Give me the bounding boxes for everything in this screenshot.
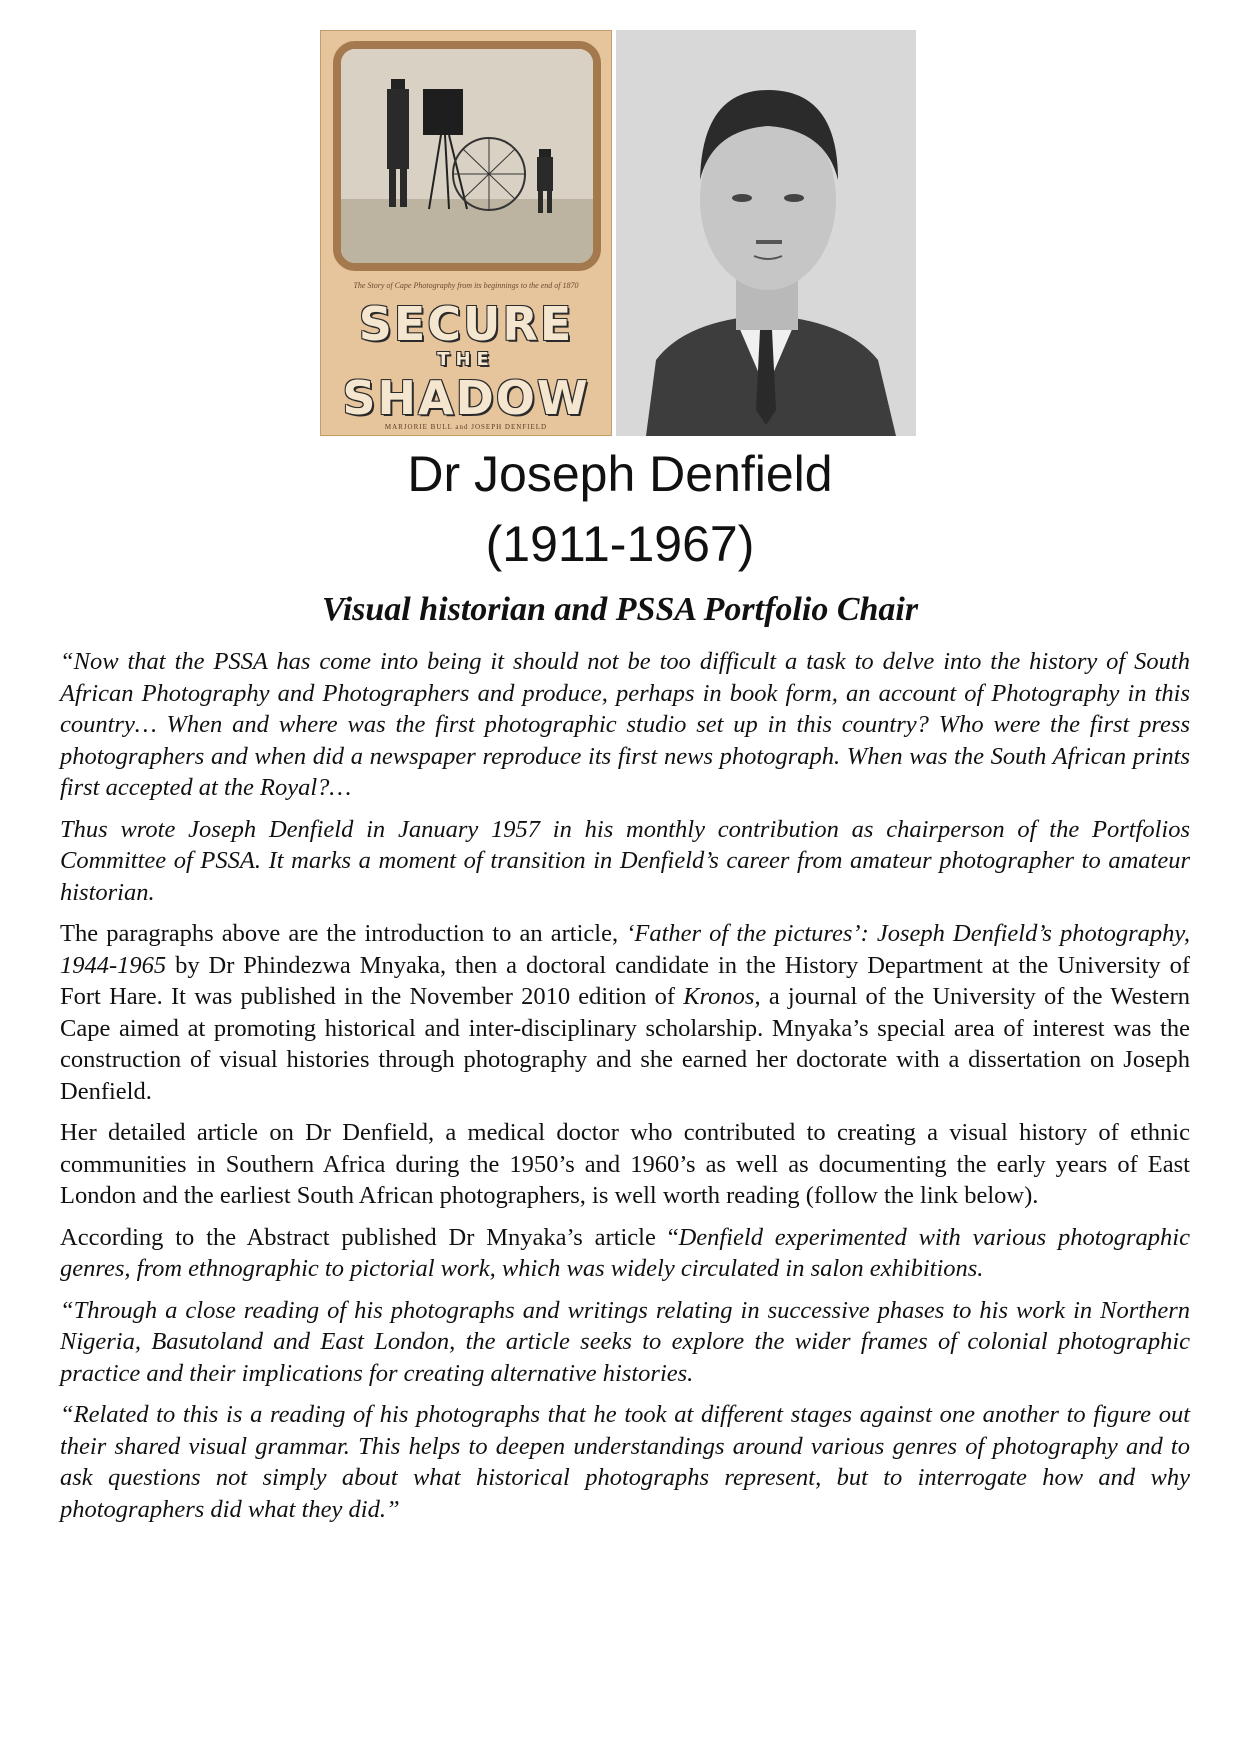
portrait-illustration — [616, 30, 916, 436]
book-title-line-3: SHADOW — [342, 371, 590, 425]
paragraph-quote-1: “Now that the PSSA has come into being it should not be too difficult a task to delve into the history of South African Photography and Photographers and produce, perhaps in book form, an account of Photography in this country… When and where was the first photographic studio set up in this country? Who were the first press photographers and when did a newspaper reproduce its first news photograph. When was the South African prints first accepted at the Royal?… — [60, 648, 1190, 801]
life-dates: (1911-1967) — [485, 516, 755, 572]
paragraph-3-text-c: by Dr Phindezwa Mnyaka, then a doctoral candidate in the History Department at the University of Fort Hare. It was published in the November 2010 edition of — [60, 951, 1190, 1010]
paragraph-3-text-e: , a journal of the University of the Western Cape aimed at promoting historical and inter-disciplinary scholarship. Mnyaka’s special area of interest was the construction of visual histories through photography and she earned her doctorate with a dissertation on Joseph Denfield. — [60, 983, 1190, 1105]
paragraph-5-text-a: According to the Abstract published Dr Mnyaka’s article “ — [60, 1223, 679, 1251]
portrait-photo — [616, 30, 916, 436]
page-title: Dr Joseph Denfield — [407, 446, 833, 502]
article-body — [60, 646, 1190, 1535]
book-cover-photo — [333, 41, 601, 271]
paragraph-2: Thus wrote Joseph Denfield in January 1957 in his monthly contribution as chairperson of the Portfolios Committee of PSSA. It marks a moment of transition in Denfield’s career from amateur photographer to amateur historian. — [60, 815, 1190, 906]
paragraph-4: Her detailed article on Dr Denfield, a medical doctor who contributed to creating a visual history of ethnic communities in Southern Africa during the 1950’s and 1960’s as well as documenting the early years of East London and the earliest South African photographers, is well worth reading (follow the link below). — [60, 1119, 1190, 1209]
book-authors: MARJORIE BULL and JOSEPH DENFIELD — [384, 423, 548, 431]
page-subtitle: Visual historian and PSSA Portfolio Chair — [321, 591, 919, 628]
journal-name: Kronos — [683, 983, 755, 1010]
abstract-quote-1: Denfield experimented with various photographic genres, from ethnographic to pictorial work, which was widely circulated in salon exhibitions. — [60, 1223, 1190, 1282]
paragraph-6: “Through a close reading of his photographs and writings relating in successive phases to his work in Northern Nigeria, Basutoland and East London, the article seeks to explore the wider frames of colonial photographic practice and their implications for creating alternative histories. — [60, 1296, 1190, 1387]
paragraph-3-text-a: The paragraphs above are the introduction to an article, — [60, 920, 627, 947]
book-cover-image — [320, 30, 612, 436]
paragraph-3 — [60, 918, 1190, 1107]
paragraph-5 — [60, 1222, 1190, 1285]
paragraph-7: “Related to this is a reading of his photographs that he took at different stages against one another to figure out their shared visual grammar. This helps to deepen understandings around various genres of photography and to ask questions not simply about what historical photographs represent, but to interrogate how and why photographers did what they did.” — [60, 1401, 1190, 1523]
header-images — [320, 30, 916, 436]
article-title: ‘Father of the pictures’: Joseph Denfield’s photography, 1944-1965 — [60, 920, 1190, 979]
book-title-line-2: THE — [437, 349, 495, 370]
book-title-line-1: SECURE — [358, 297, 574, 351]
book-tagline: The Story of Cape Photography from its beginnings to the end of 1870 — [353, 281, 579, 290]
photographer-scene-illustration — [341, 49, 593, 263]
